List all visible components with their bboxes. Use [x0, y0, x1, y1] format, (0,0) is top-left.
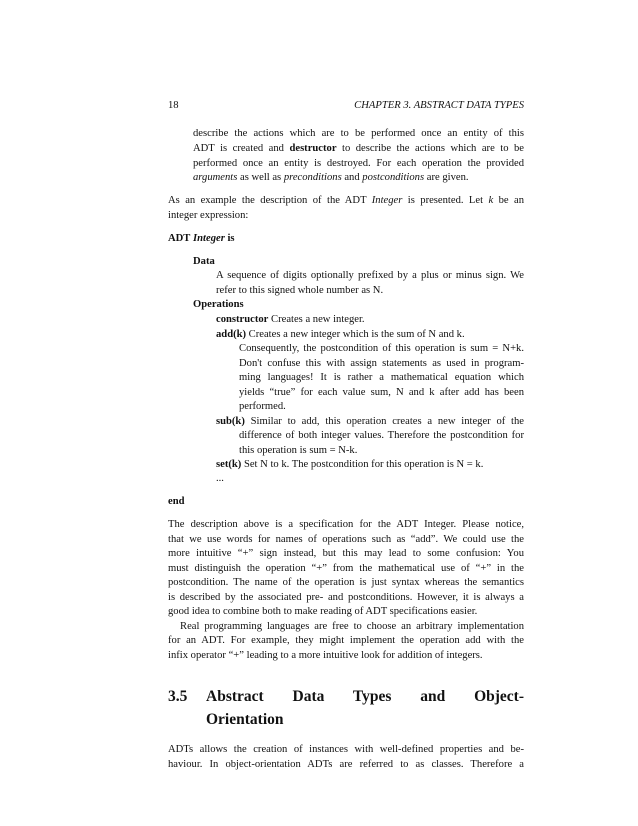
discussion-line: good idea to combine both to make reading of ADT specifications easier. — [168, 606, 478, 617]
op-add-line: performed. — [239, 401, 286, 412]
discussion-line: that we use words for names of operations such as “add”. We could use the — [168, 534, 524, 545]
op-add-line: yields “true” for each value sum, N and k after add has been — [239, 387, 524, 398]
op-ellipsis: ... — [216, 473, 224, 484]
implementation-line: Real programming languages are free to choose an arbitrary implementation — [180, 621, 524, 632]
op-sub-line: this operation is sum = N-k. — [239, 445, 358, 456]
op-sub: sub(k) Similar to add, this operation creates a new integer of the — [216, 416, 524, 427]
intro-line: describe the actions which are to be performed once an entity of this — [193, 128, 524, 139]
section-title: Orientation — [206, 711, 284, 728]
op-add-line: Don't confuse this with assign statements as used in program- — [239, 358, 524, 369]
page-number: 18 — [168, 100, 179, 111]
discussion-line: postcondition. The name of the operation is just syntax whereas the semantics — [168, 577, 524, 588]
section-number: 3.5 — [168, 688, 188, 705]
adt-heading: ADT Integer is — [168, 233, 235, 244]
op-add: add(k) Creates a new integer which is the sum of N and k. — [216, 329, 465, 340]
intro-line: performed once an entity is destroyed. For each operation the provided — [193, 158, 524, 169]
closing-line: ADTs allows the creation of instances with well-defined properties and be- — [168, 744, 524, 755]
implementation-line: infix operator “+” leading to a more intuitive look for addition of integers. — [168, 650, 483, 661]
discussion-line: must distinguish the operation “+” from the mathematical use of “+” in the — [168, 563, 524, 574]
data-label: Data — [193, 256, 215, 267]
op-add-line: ming languages! It is rather a mathematical equation which — [239, 372, 524, 383]
intro-line: arguments as well as preconditions and postconditions are given. — [193, 172, 469, 183]
op-constructor: constructor Creates a new integer. — [216, 314, 365, 325]
operations-label: Operations — [193, 299, 244, 310]
adt-end: end — [168, 496, 185, 507]
data-line: A sequence of digits optionally prefixed by a plus or minus sign. We — [216, 270, 524, 281]
example-line: integer expression: — [168, 210, 249, 221]
implementation-line: for an ADT. For example, they might implement the operation add with the — [168, 635, 524, 646]
example-line: As an example the description of the ADT Integer is presented. Let k be an — [168, 195, 525, 206]
op-add-line: Consequently, the postcondition of this operation is sum = N+k. — [239, 343, 524, 354]
op-set: set(k) Set N to k. The postcondition for this operation is N = k. — [216, 459, 484, 470]
discussion-line: more intuitive “+” sign instead, but this may lead to some confusion: You — [168, 548, 524, 559]
section-title: Abstract Data Types and Object- — [206, 688, 524, 705]
closing-line: haviour. In object-orientation ADTs are referred to as classes. Therefore a — [168, 759, 524, 770]
discussion-line: The description above is a specification for the ADT Integer. Please notice, — [168, 519, 524, 530]
op-sub-line: difference of both integer values. Therefore the postcondition for — [239, 430, 524, 441]
data-line: refer to this signed whole number as N. — [216, 285, 384, 296]
intro-line: ADT is created and destructor to describe the actions which are to be — [193, 143, 524, 154]
running-header: CHAPTER 3. ABSTRACT DATA TYPES — [354, 100, 524, 111]
discussion-line: is described by the associated pre- and postconditions. However, it is always a — [168, 592, 524, 603]
